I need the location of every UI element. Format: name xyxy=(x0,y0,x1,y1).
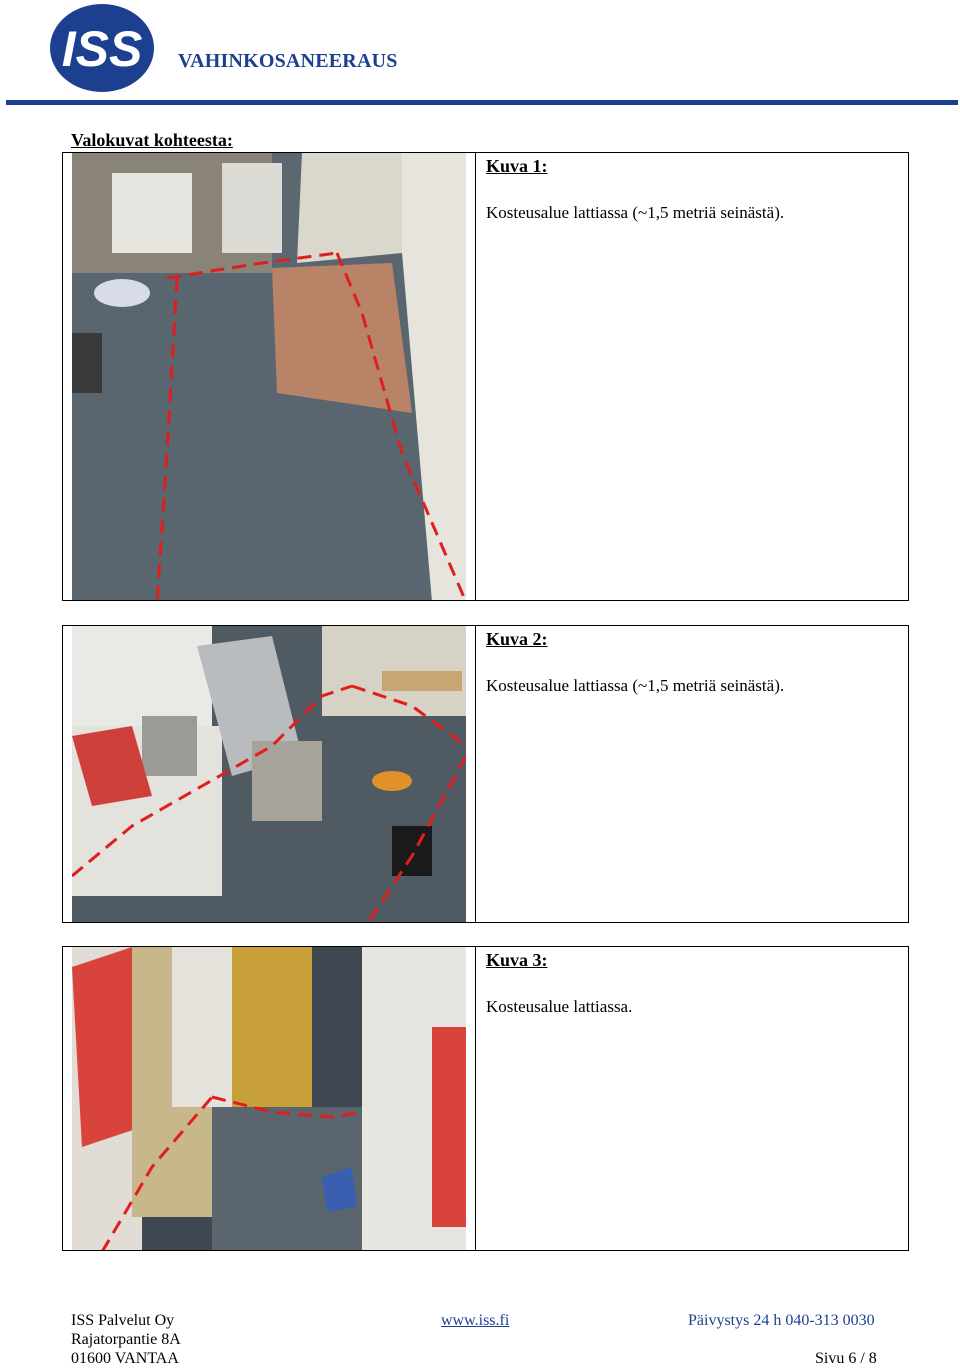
footer-postal: 01600 VANTAA xyxy=(71,1350,179,1367)
photo-cell-1 xyxy=(63,153,476,600)
caption-cell-3 xyxy=(476,947,908,1250)
logo-text: ISS xyxy=(61,21,143,77)
photo-cell-2 xyxy=(63,626,476,922)
footer-emergency: Päivystys 24 h 040-313 0030 xyxy=(688,1312,875,1329)
photo-3-caption: Kosteusalue lattiassa. xyxy=(486,997,633,1016)
footer-website-link[interactable]: www.iss.fi xyxy=(441,1312,510,1329)
caption-cell-2 xyxy=(476,626,908,922)
footer-street: Rajatorpantie 8A xyxy=(71,1331,181,1348)
photo-2-title: Kuva 2: xyxy=(486,629,548,649)
photo-3-title: Kuva 3: xyxy=(486,950,548,970)
photo-2-image xyxy=(72,626,466,922)
footer-company: ISS Palvelut Oy xyxy=(71,1312,175,1329)
photo-row-1 xyxy=(62,152,909,601)
photo-1-title: Kuva 1: xyxy=(486,156,548,176)
iss-logo xyxy=(46,2,156,94)
header-divider xyxy=(6,100,958,105)
photo-1-caption: Kosteusalue lattiassa (~1,5 metriä seinästä). xyxy=(486,203,785,222)
footer-address xyxy=(71,1311,181,1368)
photo-row-2 xyxy=(62,625,909,923)
photo-row-3 xyxy=(62,946,909,1251)
photo-1-image xyxy=(72,153,466,600)
brand-title: VAHINKOSANEERAUS xyxy=(178,50,398,72)
photo-cell-3 xyxy=(63,947,476,1250)
photo-2-caption: Kosteusalue lattiassa (~1,5 metriä seinästä). xyxy=(486,676,785,695)
section-title: Valokuvat kohteesta: xyxy=(71,130,233,150)
photo-3-image xyxy=(72,947,466,1250)
caption-cell-1 xyxy=(476,153,908,600)
page-number: Sivu 6 / 8 xyxy=(815,1350,877,1367)
